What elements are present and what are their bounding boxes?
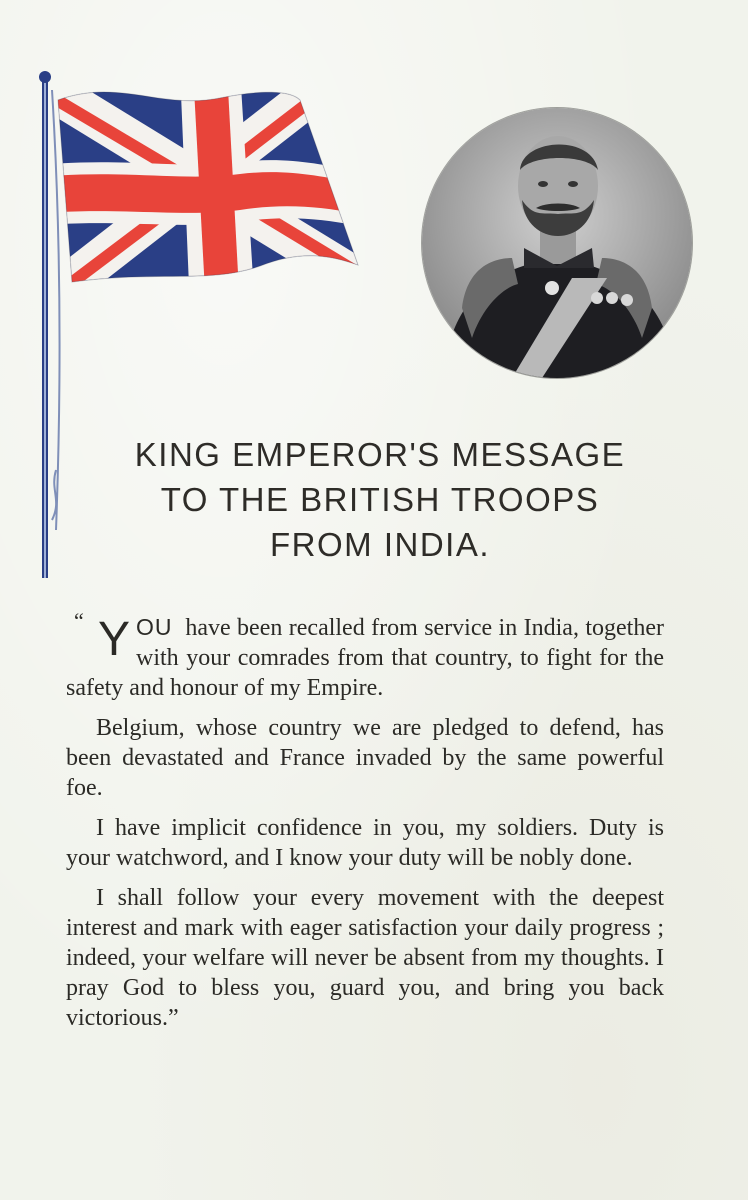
paragraph-3: I have implicit confidence in you, my soldiers. Duty is your watchword, and I know your duty will be nobly done.: [66, 815, 664, 871]
paragraph-1: [66, 608, 664, 703]
title-line-3: FROM INDIA.: [270, 526, 490, 563]
open-quote: “: [74, 608, 84, 633]
title-line-1: KING EMPEROR'S MESSAGE: [134, 436, 626, 473]
message-body: [66, 608, 664, 1043]
message-title: [60, 432, 700, 567]
paragraph-2: Belgium, whose country we are pledged to defend, has been devastated and France invaded by the same powerful foe.: [66, 715, 664, 801]
portrait-illustration: [422, 108, 692, 378]
flag-cloth: [30, 70, 370, 310]
drop-cap-rest: OU: [136, 614, 173, 640]
king-portrait: [422, 108, 692, 378]
pole-finial: [39, 71, 51, 83]
drop-cap: Y: [98, 613, 131, 666]
paragraph-4: I shall follow your every movement with the deepest interest and mark with eager satisfaction your daily progress ; indeed, your welfare will never be absent from my thoughts. I pray God to bless you, guard you, and bring you back victorious.”: [66, 885, 664, 1031]
title-line-2: TO THE BRITISH TROOPS: [160, 481, 600, 518]
paragraph-1-text: have been recalled from service in India, together with your comrades from that country, to fight for the safety and honour of my Empire.: [66, 615, 664, 701]
